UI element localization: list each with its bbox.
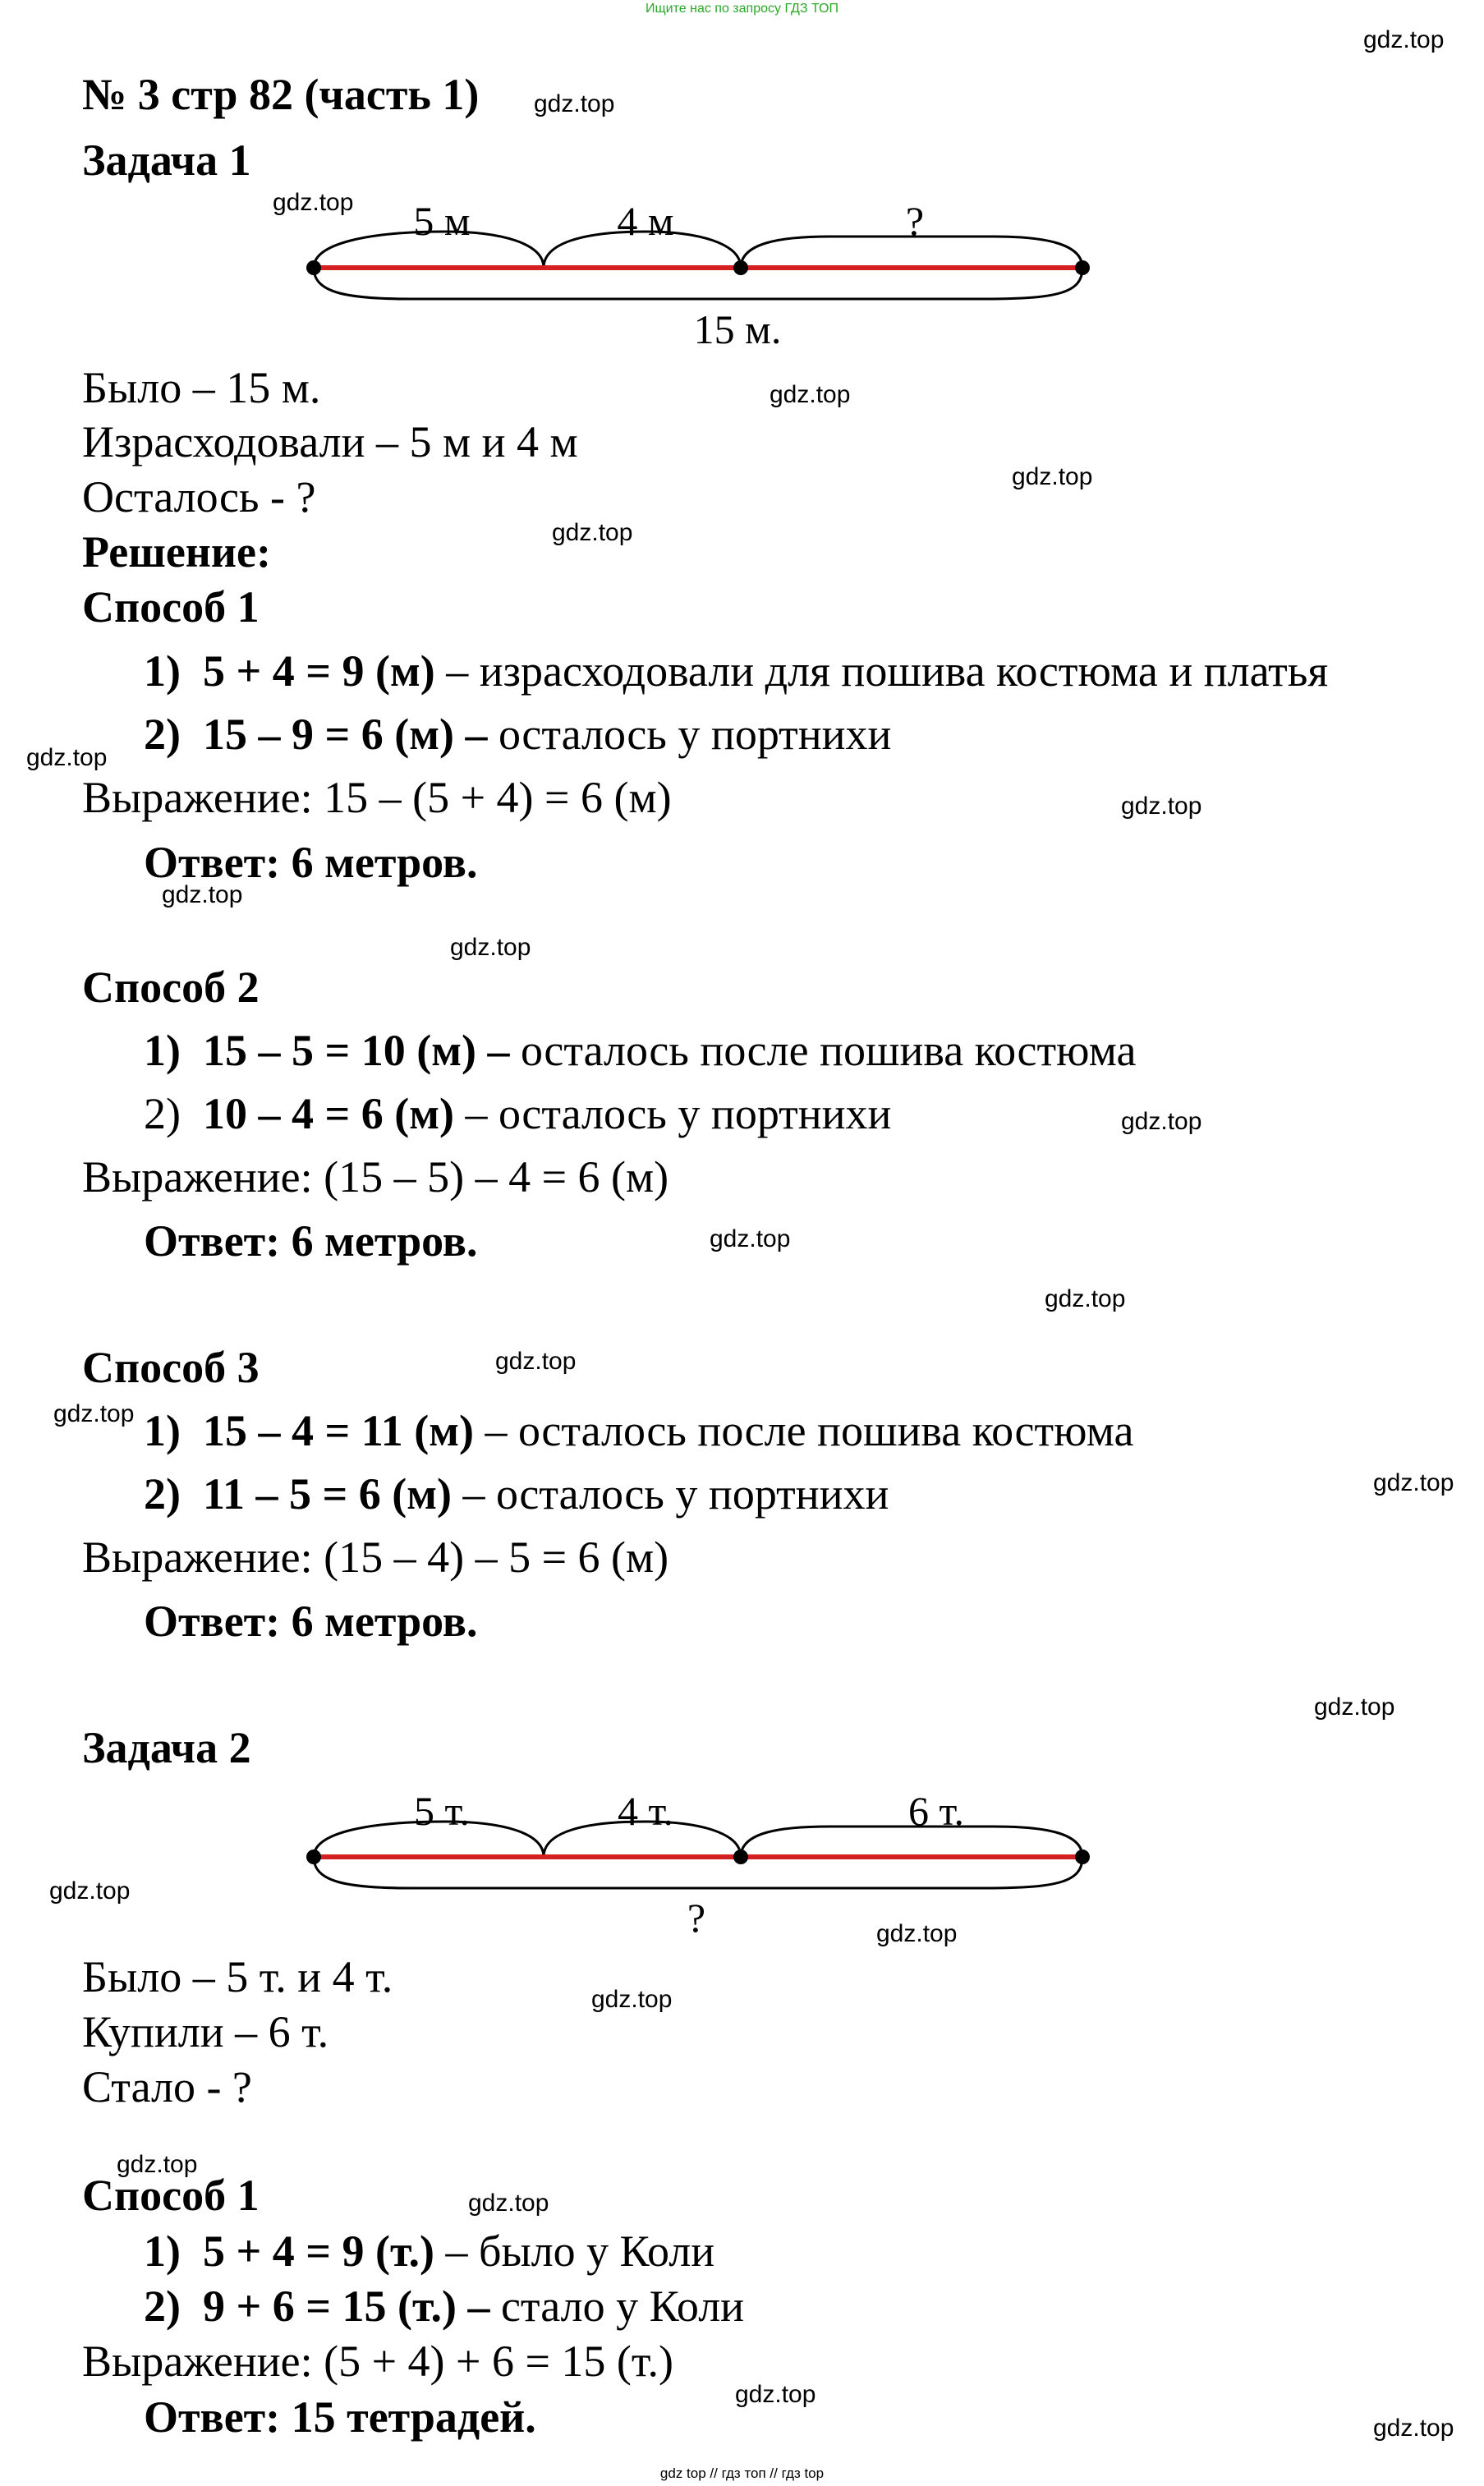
step-number: 2) (144, 1089, 181, 1138)
watermark: gdz.top (876, 1920, 958, 1947)
watermark: gdz.top (591, 1986, 673, 2013)
task2-given-2: Купили – 6 т. (82, 2007, 329, 2056)
task1-given-1: Было – 15 м. (82, 363, 321, 412)
watermark: gdz.top (117, 2151, 198, 2178)
task1-label-seg2: 4 м (617, 198, 674, 244)
watermark: gdz.top (770, 381, 851, 408)
step-text: – осталось у портнихи (454, 1089, 892, 1138)
task2-arc-total (314, 1857, 1082, 1888)
task2-heading: Задача 2 (82, 1723, 251, 1772)
page-title: № 3 стр 82 (часть 1) (82, 70, 480, 119)
watermark: gdz.top (495, 1348, 577, 1375)
watermark: gdz.top (1363, 26, 1445, 53)
watermark: gdz.top (534, 90, 615, 117)
watermark: gdz.top (468, 2190, 549, 2217)
task2-given-1: Было – 5 т. и 4 т. (82, 1952, 393, 2001)
step-text: – осталось у портнихи (452, 1469, 889, 1519)
task2-point-start (306, 1850, 321, 1864)
step-number: 2) (144, 2282, 181, 2331)
watermark: gdz.top (1373, 1469, 1454, 1496)
step-text: осталось после пошива костюма (509, 1026, 1137, 1075)
method1-heading: Способ 1 (82, 582, 260, 632)
watermark: gdz.top (273, 189, 354, 216)
task2-method1-step2 (144, 2282, 744, 2331)
watermark: gdz.top (1121, 1108, 1202, 1135)
method1-expression: Выражение: 15 – (5 + 4) = 6 (м) (82, 773, 672, 822)
task2-label-seg2: 4 т. (617, 1788, 674, 1834)
watermark: gdz.top (735, 2381, 816, 2408)
step-expression: 15 – 4 = 11 (м) (202, 1406, 475, 1455)
step-expression: 5 + 4 = 9 (м) (202, 646, 435, 696)
step-number: 2) (144, 1469, 181, 1519)
task1-heading: Задача 1 (82, 136, 251, 185)
step-expression: 5 + 4 = 9 (т.) (202, 2226, 434, 2276)
step-expression: 9 + 6 = 15 (т.) – (202, 2282, 490, 2331)
task2-label-total: ? (687, 1895, 706, 1941)
step-expression: 15 – 9 = 6 (м) – (202, 710, 488, 759)
step-expression: 15 – 5 = 10 (м) – (202, 1026, 510, 1075)
method1-answer: Ответ: 6 метров. (144, 838, 478, 887)
step-text: стало у Коли (489, 2282, 745, 2331)
method3-heading: Способ 3 (82, 1343, 260, 1392)
task2-method1-answer: Ответ: 15 тетрадей. (144, 2392, 536, 2442)
step-number: 1) (144, 2226, 181, 2276)
step-expression: 11 – 5 = 6 (м) (202, 1469, 453, 1519)
task2-label-seg3: 6 т. (907, 1788, 965, 1834)
watermark: gdz.top (1314, 1693, 1395, 1721)
method2-answer: Ответ: 6 метров. (144, 1216, 478, 1266)
watermark: gdz.top (49, 1877, 131, 1905)
bottom-banner: gdz top // гдз топ // гдз top (659, 2465, 825, 2481)
watermark: gdz.top (26, 744, 108, 771)
task2-method1-heading: Способ 1 (82, 2171, 260, 2220)
watermark: gdz.top (1045, 1285, 1126, 1312)
watermark: gdz.top (1373, 2415, 1454, 2442)
task2-method1-step1 (144, 2226, 714, 2276)
step-number: 1) (144, 1406, 181, 1455)
watermark: gdz.top (710, 1225, 791, 1252)
step-text: осталось у портнихи (487, 710, 892, 759)
top-banner: Ищите нас по запросу ГДЗ ТОП (646, 2, 838, 16)
task2-point-end (1075, 1850, 1090, 1864)
method2-expression: Выражение: (15 – 5) – 4 = 6 (м) (82, 1152, 669, 1202)
watermark: gdz.top (1121, 793, 1202, 820)
watermark: gdz.top (53, 1400, 135, 1427)
watermark: gdz.top (1012, 463, 1093, 490)
step-number: 1) (144, 646, 181, 696)
task1-label-total: 15 м. (693, 306, 782, 352)
task1-label-seg1: 5 м (413, 198, 471, 244)
step-text: – осталось после пошива костюма (474, 1406, 1134, 1455)
task1-given-3: Осталось - ? (82, 472, 316, 522)
method2-heading: Способ 2 (82, 963, 260, 1012)
step-number: 1) (144, 1026, 181, 1075)
task1-label-seg3: ? (905, 198, 925, 244)
task2-label-seg1: 5 т. (413, 1788, 471, 1834)
task2-method1-expression: Выражение: (5 + 4) + 6 = 15 (т.) (82, 2337, 673, 2386)
task2-point-middle (733, 1850, 748, 1864)
method3-expression: Выражение: (15 – 4) – 5 = 6 (м) (82, 1532, 669, 1582)
watermark: gdz.top (552, 519, 633, 546)
watermark: gdz.top (450, 934, 531, 961)
step-number: 2) (144, 710, 181, 759)
task1-given-2: Израсходовали – 5 м и 4 м (82, 417, 578, 466)
method3-answer: Ответ: 6 метров. (144, 1597, 478, 1646)
step-text: – было у Коли (434, 2226, 715, 2276)
step-expression: 10 – 4 = 6 (м) (202, 1089, 455, 1138)
step-text: – израсходовали для пошива костюма и платья (434, 646, 1329, 696)
task2-given-3: Стало - ? (82, 2062, 252, 2111)
task1-solution-heading: Решение: (82, 527, 271, 577)
watermark: gdz.top (162, 881, 243, 908)
